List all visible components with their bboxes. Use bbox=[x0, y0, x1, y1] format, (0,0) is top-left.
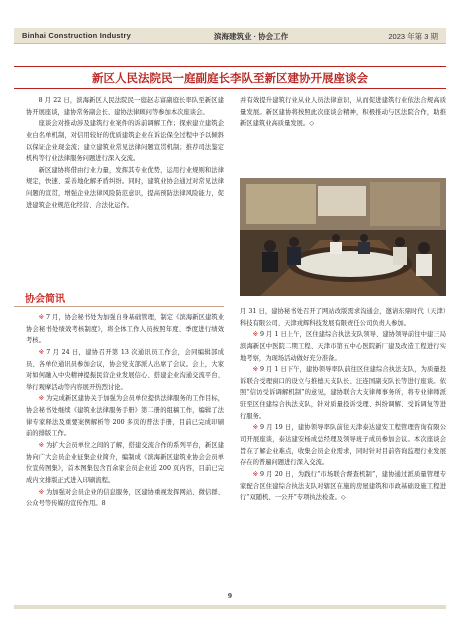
article-left-column bbox=[26, 95, 224, 211]
brief-item-text: 9 月 1 日下午，建协领导率队前往区住建综合执法支队，为质量投诉联合受理窗口的设立与推德天支队长、汪连国副支队长等进行座谈。依照“信访受诉调解机制”的意见，建协联合大支律师事务所，将专业律师派驻至区住建综合执法支队，针对质量投诉受理、纠纷调解、受诉调复等进行服务。 bbox=[240, 366, 446, 420]
article-paragraph: 新区建协将借由行业力量，发挥其专业优势，运用行业规则和法律规定，快速、妥善地化解矛盾纠纷。同时，建筑业协会通过对常见法律问题的宣贯，增强企业法律风险防范意识，提高预防法律风险能力，促进建筑企业规范化经营、合法化运作。 bbox=[26, 166, 224, 209]
brief-item-text: 为完成新区建协关于加强为会员单位提供法律服务的工作目标，协会秘书处继续《建筑业法律服务手册》第二册的组稿工作，编辑了法律专家释法及重要案例解析等 200 多页的普法手册，目前已完成印刷前的排版工作。 bbox=[26, 395, 224, 438]
brief-item bbox=[240, 306, 446, 329]
column-name: 滨海建筑业 · 协会工作 bbox=[214, 32, 289, 41]
brief-item-mark: ※ bbox=[252, 424, 259, 432]
article-paragraph: 座谈会对推动涉及建筑行业案件的诉前调解工作；探索建立建筑企业白名单机制，对信用较好的优质建筑企业在诉讼保全过程中予以倾斜以保证企业现金流；建立建筑业常见法律问题宣贯机制；推荐司法鉴定机构等行业法律服务问题进行深入交流。 bbox=[26, 120, 224, 163]
footer-bar bbox=[14, 605, 446, 609]
article-paragraph: 8 月 22 日，滨海新区人民法院民一庭赵志富副庭长率队至新区建协开展座谈，建协常务副会长、建协法律顾问等参加本次座谈会。 bbox=[26, 97, 224, 116]
article-title: 新区人民法院民一庭副庭长李队至新区建协开展座谈会 bbox=[92, 71, 368, 85]
briefs-right-column bbox=[240, 306, 446, 504]
title-top-rule bbox=[14, 66, 446, 67]
brief-item bbox=[240, 422, 446, 469]
brief-item-text: 9 月 1 日上午，区住建综合执法支队领导、建协领导前往中建三局滨海新区中医院二期工程、天津市第五中心医院新厂建及改造工程进行实地考察，为现场活动做好充分准备。 bbox=[240, 331, 446, 362]
section-divider bbox=[14, 306, 224, 307]
section-title: 协会简讯 bbox=[25, 294, 65, 305]
brief-item-mark: ※ bbox=[38, 348, 45, 356]
meeting-photo bbox=[240, 178, 446, 296]
brief-item bbox=[26, 312, 224, 347]
meeting-photo-image bbox=[240, 178, 446, 296]
brief-item-text: 7 月，协会秘书处为加强自身基础管理，制定《滨海新区建筑业协会秘书处绩效考核制度》，将全体工作人员按照年度、季度进行绩效考核。 bbox=[26, 314, 224, 345]
article-paragraph: 并有效提升建筑行业从业人员法律意识，从而促进建筑行业依法合规高质量发展。新区建协将按照此次座谈会精神，积极推动与区法院合作，助推新区建筑业高质量发展。◇ bbox=[240, 97, 446, 128]
title-bottom-rule bbox=[14, 88, 446, 89]
brief-item bbox=[26, 347, 224, 394]
brief-item-text: 9 月 20 日，为践行“市场联合督查机制”，建协通过派质量管理专家配合区住建综合执法支队对辖区在施的房屋建筑和市政基础设施工程进行“双随机、一公开”专项执法检查。◇ bbox=[240, 470, 446, 502]
brief-item-text: 月 31 日，建协秘书处召开了网站改版需求沟通会，邀请东鼎时代（天津）科技有限公司、天津戎辉科技发展有限责任公司负责人参加。 bbox=[240, 308, 446, 327]
brief-item-mark: ※ bbox=[38, 488, 44, 496]
brief-item bbox=[240, 469, 446, 504]
running-header bbox=[14, 28, 446, 44]
brief-item bbox=[26, 487, 224, 510]
issue-label: 2023 年第 3 期 bbox=[388, 32, 438, 41]
article-right-column bbox=[240, 95, 446, 130]
brief-item-text: 9 月 19 日，建协领导率队前往天津泰达建安工程管理咨询有限公司开展座谈，泰达建安杨成总经理及领导班子成员参加会议。本次座谈会旨在了解企业难点，收集会员企业需求，同时针对目前咨询监理行业发展存在的普遍问题进行深入交流。 bbox=[240, 424, 446, 467]
page-number: 9 bbox=[227, 593, 233, 600]
brief-item-text: 为扩大会员单位之间的了解，搭建交流合作的系列平台，新区建协向广大会员企业征集企业简介，编制成《滨海新区建筑业协会会员单位宣传图集》，首本图集包含百余家会员企业近 200 页内容，目前已完成内文排版正式进入印刷流程。 bbox=[26, 442, 224, 484]
publication-name: Binhai Construction Industry bbox=[22, 31, 131, 40]
brief-item bbox=[26, 440, 224, 487]
brief-item-mark: ※ bbox=[252, 366, 258, 374]
brief-item-text: 为加强对会员企业的信息服务，区建协重视发挥网站、微信群、公众号等传媒的宣传作用。8 bbox=[26, 488, 224, 508]
brief-item-text: 7 月 24 日，建协召开第 13 次通讯员工作会，会同编辑部成员、各单位通讯员参加会议，协会党支部派人出席了会议。会上，大家对如何融入中央精神提振民营企业发展信心、搭建企业沟通交流平台、举行观摩活动等内容展开热烈讨论。 bbox=[26, 348, 224, 391]
brief-item-mark: ※ bbox=[38, 442, 44, 450]
brief-item-mark: ※ bbox=[252, 470, 259, 478]
brief-item bbox=[240, 364, 446, 422]
briefs-left-column bbox=[26, 312, 224, 510]
brief-item-mark: ※ bbox=[38, 314, 44, 321]
brief-item-mark: ※ bbox=[252, 331, 258, 339]
brief-item bbox=[240, 329, 446, 364]
brief-item bbox=[26, 393, 224, 440]
brief-item-mark: ※ bbox=[38, 395, 44, 403]
